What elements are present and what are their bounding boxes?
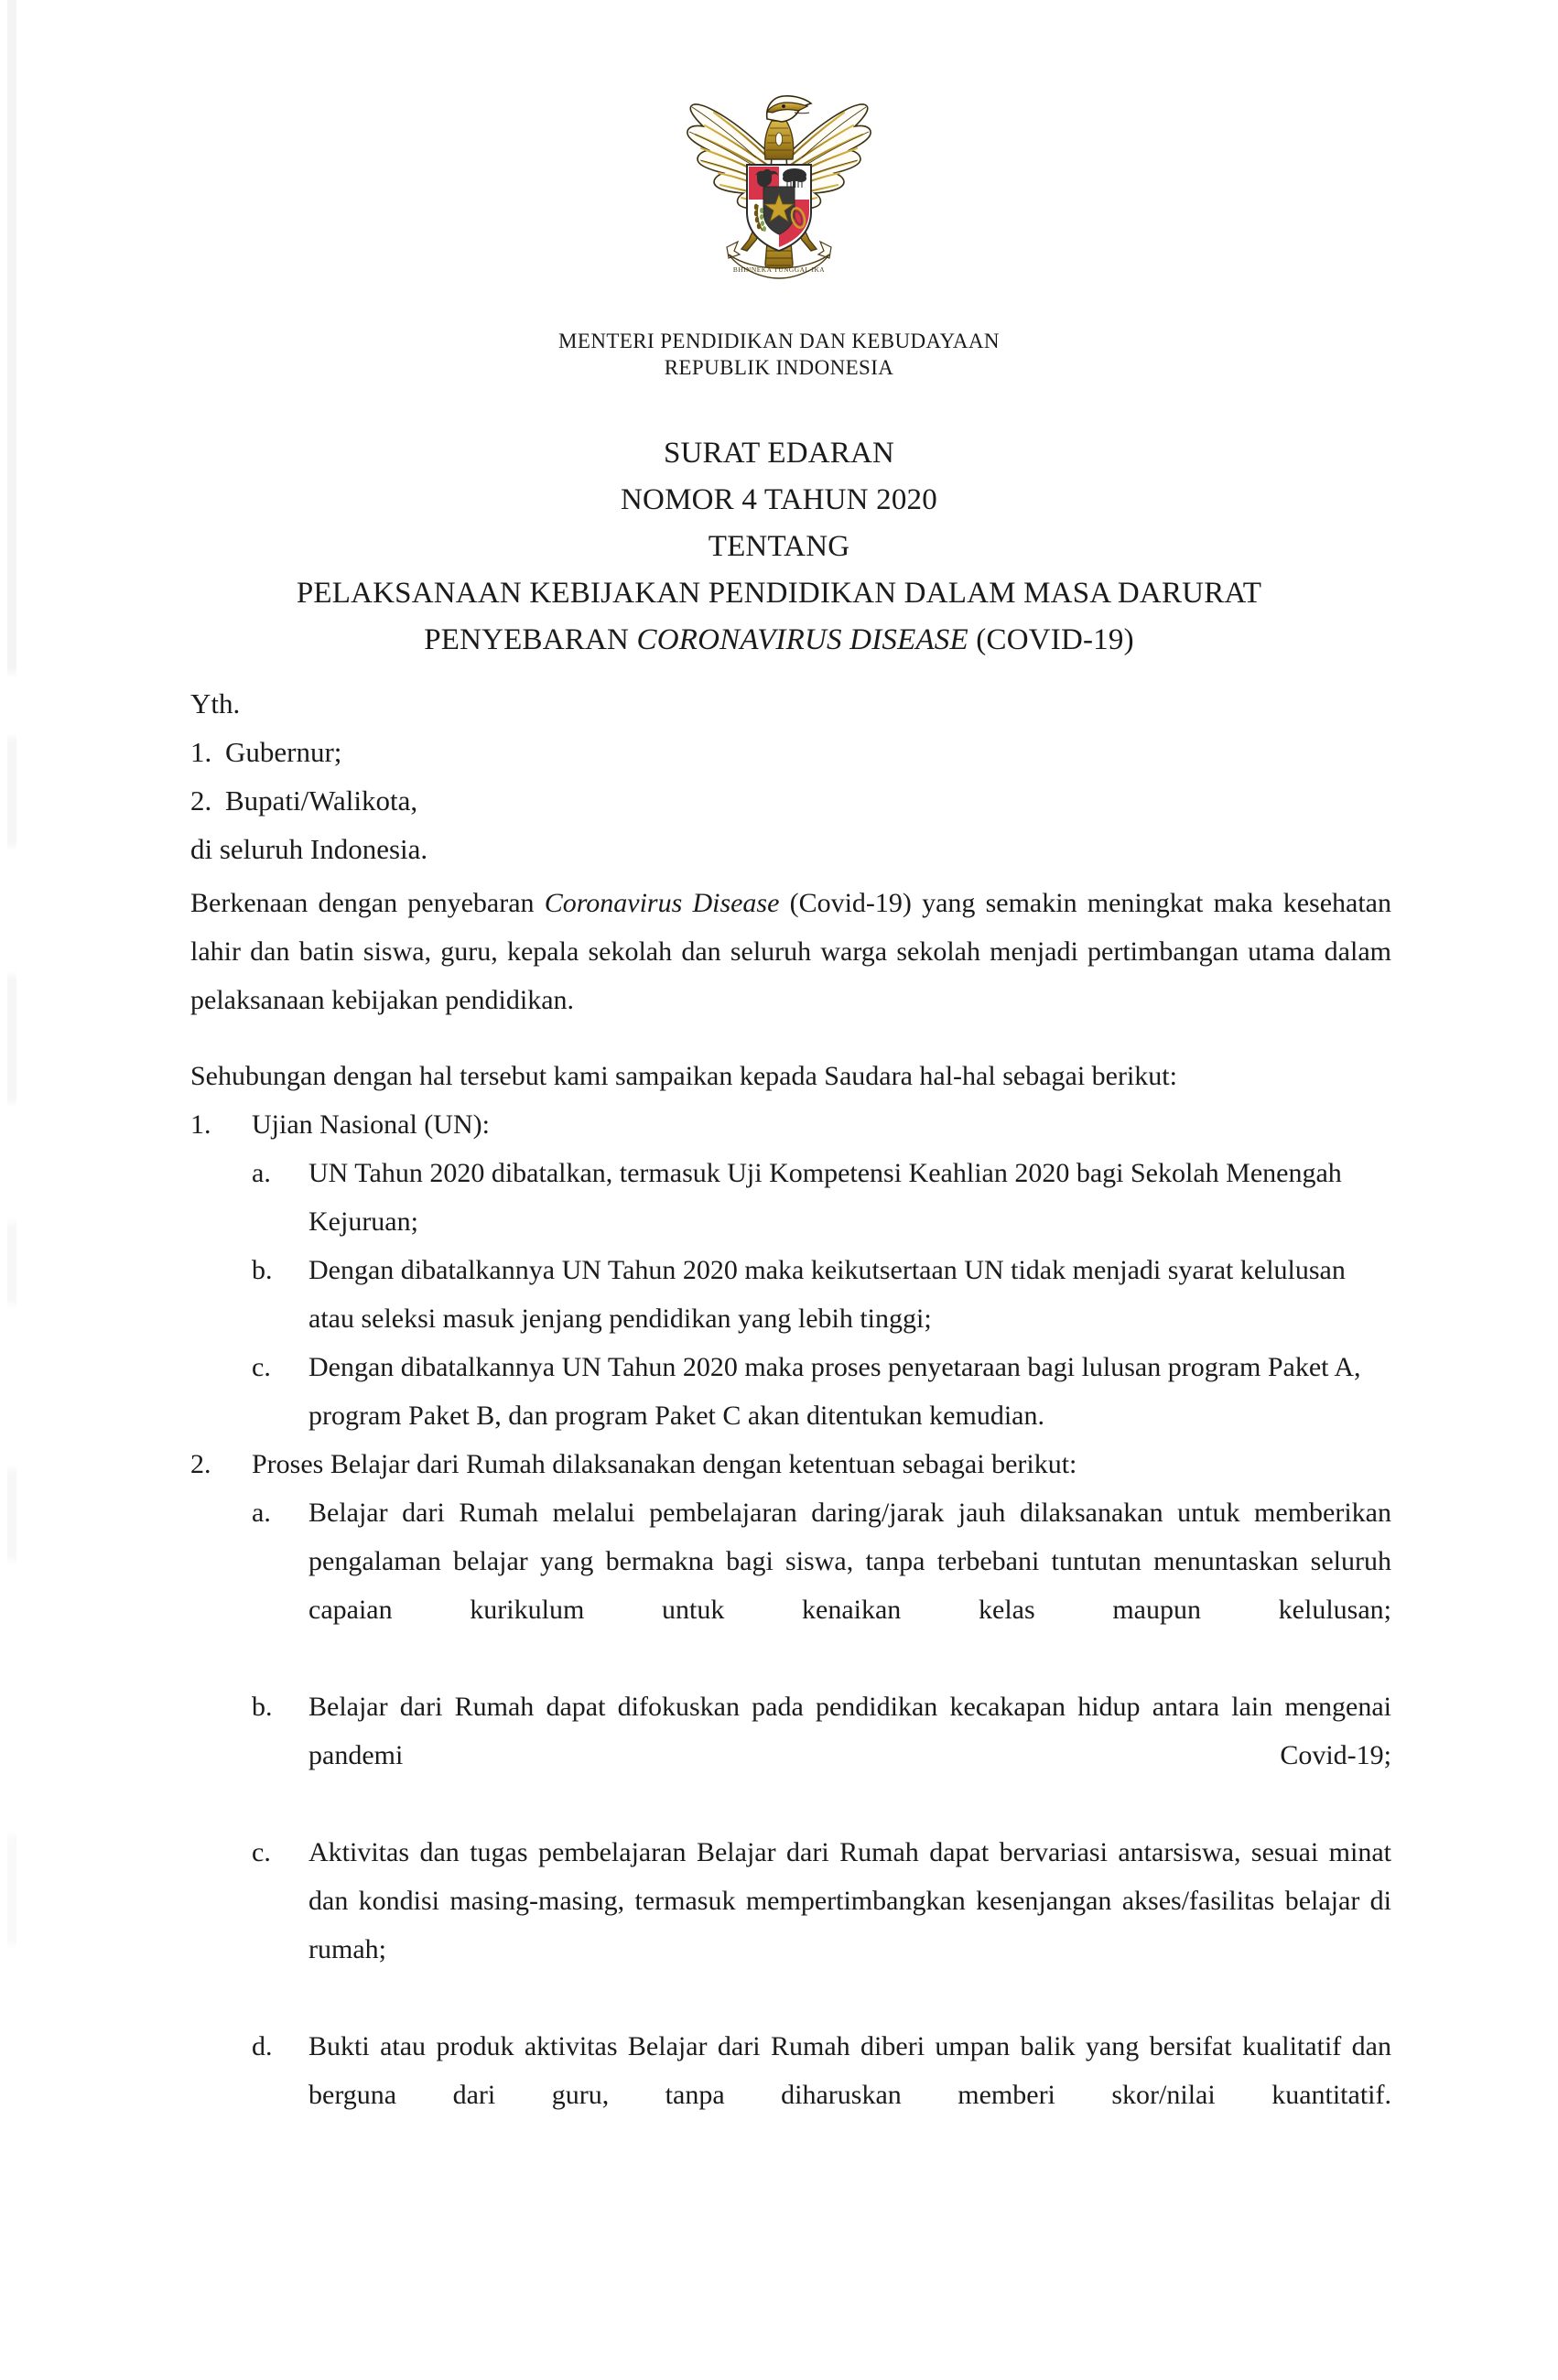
list-item-2c-letter: c. — [252, 1837, 271, 1867]
title-subject-suffix: (COVID-19) — [968, 623, 1134, 656]
list-item-1-sublist — [252, 1149, 1391, 1440]
list-item-2a-letter: a. — [252, 1498, 271, 1528]
list-item-2b — [252, 1682, 1391, 1828]
list-item-1b — [252, 1246, 1391, 1343]
paragraph-1 — [190, 879, 1391, 1024]
list-item-1-content — [252, 1100, 1391, 1440]
list-item-1c-text: Dengan dibatalkannya UN Tahun 2020 maka proses penyetaraan bagi lulusan program Paket A, program Paket B, dan program Paket C akan ditentukan kemudian. — [308, 1352, 1361, 1431]
addressee-item-1 — [190, 728, 831, 776]
eagle-head-icon — [767, 96, 811, 122]
emblem-container — [0, 84, 1558, 288]
list-item-2-sublist — [252, 1488, 1391, 2168]
numbered-list — [190, 1100, 1391, 2168]
addressee-item-2 — [190, 776, 831, 825]
paragraph-1-part-2: (Covid-19) yang semakin meningkat maka kesehatan lahir dan batin siswa, guru, kepala sekolah dan seluruh warga sekolah menjadi pertimbangan utama dalam pelaksanaan kebijakan pendidikan. — [190, 888, 1391, 1015]
addressee-block — [190, 679, 831, 873]
list-item-2c-text: Aktivitas dan tugas pembelajaran Belajar dari Rumah dapat bervariasi antarsiswa, sesuai minat dan kondisi masing-masing, termasuk mempertimbangkan kesenjangan akses/fasilitas belajar di rumah; — [308, 1837, 1391, 1964]
list-item-1b-letter: b. — [252, 1255, 273, 1285]
title-surat-edaran: SURAT EDARAN — [663, 437, 895, 470]
title-tentang: TENTANG — [708, 530, 850, 563]
title-subject-italic: CORONAVIRUS DISEASE — [636, 623, 968, 656]
list-item-2b-text: Belajar dari Rumah dapat difokuskan pada pendidikan kecakapan hidup antara lain mengenai pandemi Covid-19; — [308, 1692, 1391, 1770]
letterhead — [0, 328, 1558, 381]
list-item-1a-text: UN Tahun 2020 dibatalkan, termasuk Uji Kompetensi Keahlian 2020 bagi Sekolah Menengah Kejuruan; — [308, 1158, 1342, 1237]
neck-icon — [764, 121, 793, 159]
addressee-item-1-number: 1. — [190, 736, 212, 768]
list-item-2a-text: Belajar dari Rumah melalui pembelajaran daring/jarak jauh dilaksanakan untuk memberikan pengalaman belajar yang bermakna bagi siswa, tanpa terbebani tuntutan menuntaskan seluruh capaian kurikulum untuk kenaikan kelas maupun kelulusan; — [308, 1498, 1391, 1625]
title-subject-line-2 — [0, 617, 1558, 664]
document-title-block — [0, 430, 1558, 664]
list-item-1a-letter: a. — [252, 1158, 271, 1188]
list-item-2d — [252, 2022, 1391, 2168]
list-item-2a — [252, 1488, 1391, 1682]
letterhead-line-1: MENTERI PENDIDIKAN DAN KEBUDAYAAN — [558, 330, 1000, 352]
list-item-2-number: 2. — [190, 1449, 211, 1479]
list-item-2-heading: Proses Belajar dari Rumah dilaksanakan dengan ketentuan sebagai berikut: — [252, 1449, 1077, 1479]
document-body — [190, 879, 1391, 2168]
list-item-1-heading: Ujian Nasional (UN): — [252, 1109, 490, 1140]
list-item-1-number: 1. — [190, 1109, 211, 1140]
list-item-1c — [252, 1343, 1391, 1440]
list-item-1 — [190, 1100, 1391, 1440]
title-nomor: NOMOR 4 TAHUN 2020 — [621, 483, 937, 516]
list-item-2c — [252, 1828, 1391, 2022]
list-item-1a — [252, 1149, 1391, 1246]
letterhead-line-2: REPUBLIK INDONESIA — [664, 356, 894, 379]
paragraph-1-part-1: Berkenaan dengan penyebaran — [190, 888, 545, 918]
list-item-1b-text: Dengan dibatalkannya UN Tahun 2020 maka keikutsertaan UN tidak menjadi syarat kelulusan atau seleksi masuk jenjang pendidikan yang lebih tinggi; — [308, 1255, 1346, 1334]
svg-text:BHINNEKA TUNGGAL IKA: BHINNEKA TUNGGAL IKA — [732, 265, 826, 274]
paragraph-1-italic: Coronavirus Disease — [544, 888, 780, 918]
list-item-2b-letter: b. — [252, 1692, 273, 1722]
addressee-item-1-label: Gubernur; — [225, 736, 342, 768]
addressee-item-2-label: Bupati/Walikota, — [225, 784, 418, 817]
list-item-2-content — [252, 1440, 1391, 2168]
list-item-1c-letter: c. — [252, 1352, 271, 1382]
list-item-2d-text: Bukti atau produk aktivitas Belajar dari Rumah diberi umpan balik yang bersifat kualitatif dan berguna dari guru, tanpa diharuskan memberi skor/nilai kuantitatif. — [308, 2031, 1391, 2110]
pancasila-shield-icon — [747, 165, 811, 251]
addressee-closing: di seluruh Indonesia. — [190, 833, 428, 865]
paragraph-2: Sehubungan dengan hal tersebut kami sampaikan kepada Saudara hal-hal sebagai berikut: — [190, 1061, 1177, 1091]
list-item-2 — [190, 1440, 1391, 2168]
title-subject-line-1: PELAKSANAAN KEBIJAKAN PENDIDIKAN DALAM MASA DARURAT — [296, 577, 1262, 610]
addressee-salutation: Yth. — [190, 687, 241, 719]
garuda-pancasila-emblem — [683, 84, 875, 284]
title-subject-prefix: PENYEBARAN — [424, 623, 637, 656]
addressee-item-2-number: 2. — [190, 784, 212, 817]
list-item-2d-letter: d. — [252, 2031, 273, 2061]
